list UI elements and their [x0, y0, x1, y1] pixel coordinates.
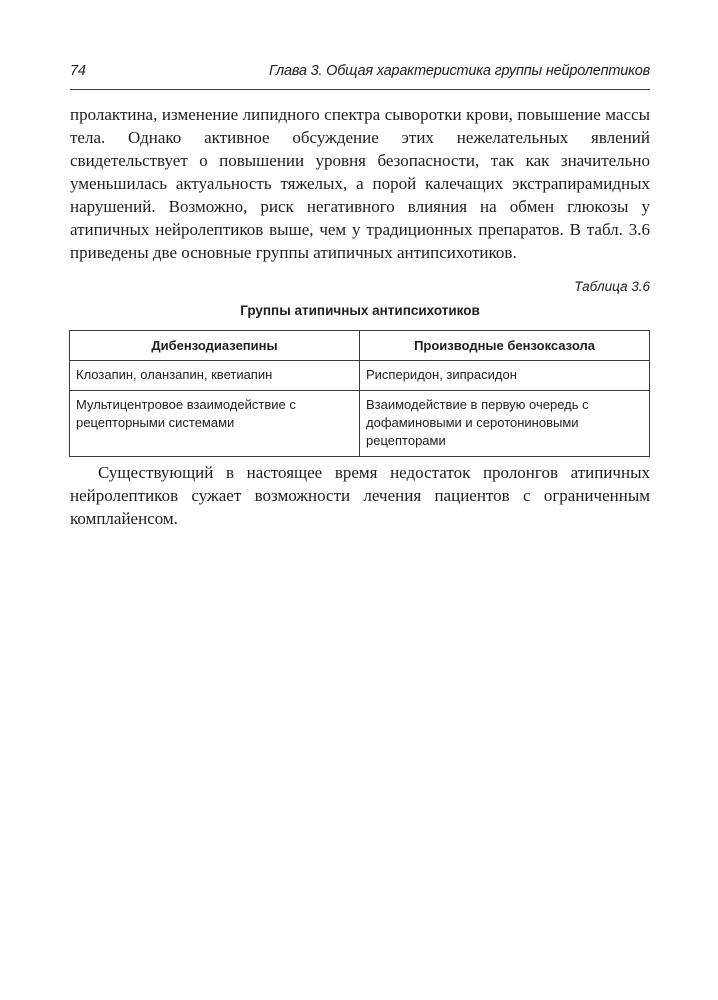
table-header-row	[70, 331, 650, 361]
page-number: 74	[70, 63, 86, 79]
body-paragraph-2: Существующий в настоящее время недостаток пролонгов атипичных нейролептиков сужает возможности лечения пациентов с ограниченным комплайенсом.	[70, 463, 650, 528]
table-row	[70, 361, 650, 391]
chapter-title: Глава 3. Общая характеристика группы нейролептиков	[268, 63, 650, 79]
table-title: Группы атипичных антипсихотиков	[240, 303, 480, 318]
table-cell: Взаимодействие в первую очередь с дофаминовыми и серотониновыми рецепторами	[360, 391, 650, 457]
running-header	[70, 63, 650, 85]
table-cell: Мультицентровое взаимодействие с рецепторными системами	[70, 391, 360, 457]
body-paragraph-1: пролактина, изменение липидного спектра сыворотки крови, повышение массы тела. Однако активное обсуждение этих нежелательных явлений свидетельствует о повышении уровня безопасности, так как значительно уменьшилась актуальность тяжелых, а порой калечащих экстрапирамидных нарушений. Возможно, риск негативного влияния на обмен глюкозы у атипичных нейролептиков выше, чем у традиционных препаратов. В табл. 3.6 приведены две основные группы атипичных антипсихотиков.	[70, 105, 650, 262]
table-row	[70, 391, 650, 457]
table-header-benzisoxazoles: Производные бензоксазола	[360, 331, 650, 361]
table-number: Таблица 3.6	[574, 279, 650, 294]
table-header-dibenzodiazepines: Дибензодиазепины	[70, 331, 360, 361]
atypical-antipsychotics-table	[69, 330, 650, 457]
table-cell: Клозапин, оланзапин, кветиапин	[70, 361, 360, 391]
header-rule	[70, 89, 650, 90]
table-cell: Рисперидон, зипрасидон	[360, 361, 650, 391]
